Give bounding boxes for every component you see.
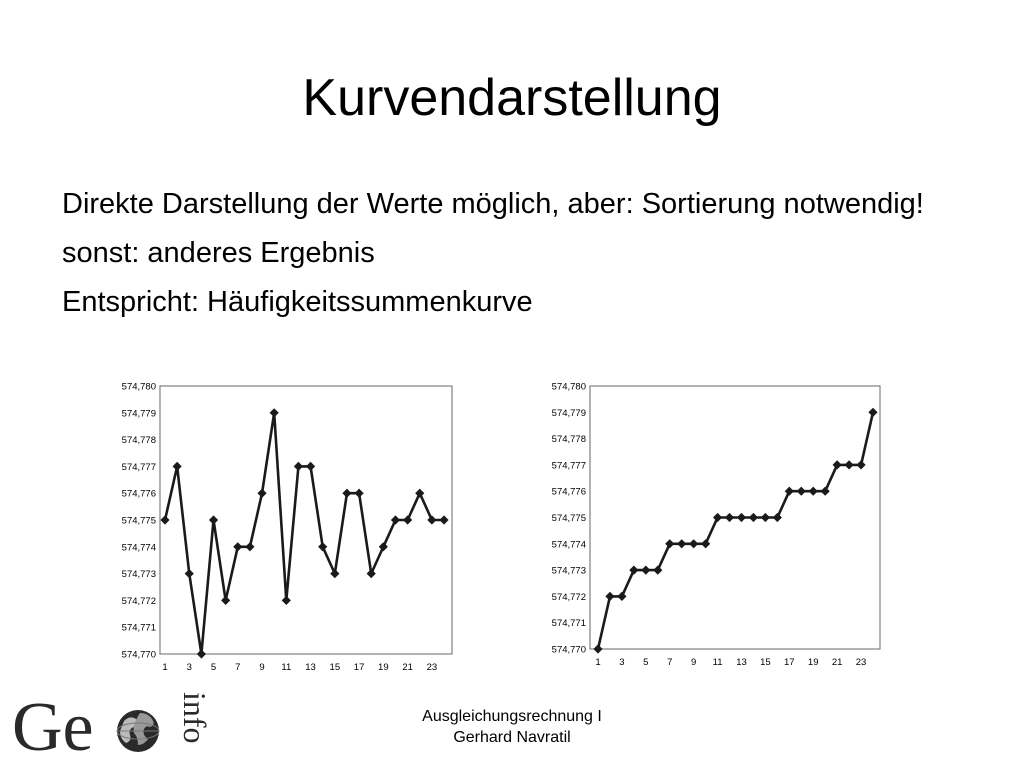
y-tick-label: 574,774 [121,542,156,554]
footer [380,706,644,748]
x-tick-label: 7 [667,657,673,668]
y-tick-label: 574,776 [121,488,156,500]
y-tick-label: 574,773 [551,565,586,577]
x-tick-label: 17 [353,662,365,673]
x-tick-label: 15 [329,662,341,673]
y-tick-label: 574,779 [551,407,586,419]
bullet-item: sonst: anderes Ergebnis [62,237,375,269]
x-tick-label: 3 [186,662,192,673]
x-tick-label: 23 [426,662,438,673]
bullet-list [62,186,962,333]
y-tick-label: 574,771 [551,618,586,630]
unsorted-chart-svg [104,376,456,678]
x-tick-label: 1 [162,662,168,673]
y-tick-label: 574,777 [121,461,156,473]
unsorted-values-chart [104,376,456,678]
y-tick-label: 574,775 [551,513,586,524]
y-tick-label: 574,776 [551,486,586,498]
x-tick-label: 5 [210,662,217,673]
logo-text-side: info [177,692,213,744]
x-tick-label: 9 [259,662,265,673]
x-tick-label: 11 [281,662,292,673]
geoinfo-logo [10,684,213,766]
x-tick-label: 11 [712,657,723,668]
x-tick-label: 19 [807,657,819,668]
y-tick-label: 574,778 [551,434,586,446]
bullet-item: Direkte Darstellung der Werte möglich, aber: Sortierung notwendig! [62,188,924,220]
sorted-values-chart [534,376,886,674]
x-tick-label: 5 [643,657,649,668]
x-tick-label: 13 [305,662,316,673]
y-tick-label: 574,770 [551,644,586,656]
sorted-chart-svg [534,376,886,674]
logo-graphic [10,684,213,766]
globe-icon [117,710,159,752]
x-tick-label: 7 [235,662,241,673]
x-tick-label: 17 [784,657,795,668]
y-tick-label: 574,780 [121,381,156,393]
x-tick-label: 19 [378,662,389,673]
y-tick-label: 574,775 [121,515,156,527]
x-tick-label: 15 [760,657,771,668]
y-tick-label: 574,780 [551,381,586,393]
y-tick-label: 574,771 [121,622,156,634]
x-tick-label: 21 [831,657,843,668]
x-tick-label: 23 [855,657,867,668]
x-tick-label: 1 [595,657,601,668]
y-tick-label: 574,779 [121,408,156,420]
y-tick-label: 574,772 [551,591,586,603]
y-tick-label: 574,777 [551,460,586,472]
y-tick-label: 574,774 [551,539,586,551]
footer-author: Gerhard Navratil [453,729,571,746]
logo-text-main: Ge [12,689,94,766]
y-tick-label: 574,778 [121,435,156,447]
y-tick-label: 574,773 [121,569,156,581]
slide-title: Kurvendarstellung [302,69,722,127]
bullet-item: Entspricht: Häufigkeitssummenkurve [62,286,533,318]
y-tick-label: 574,772 [121,595,156,607]
x-tick-label: 21 [402,662,413,673]
y-tick-label: 574,770 [121,649,156,661]
footer-course: Ausgleichungsrechnung I [422,708,602,725]
x-tick-label: 9 [691,657,697,668]
x-tick-label: 13 [736,657,747,668]
x-tick-label: 3 [619,657,625,668]
